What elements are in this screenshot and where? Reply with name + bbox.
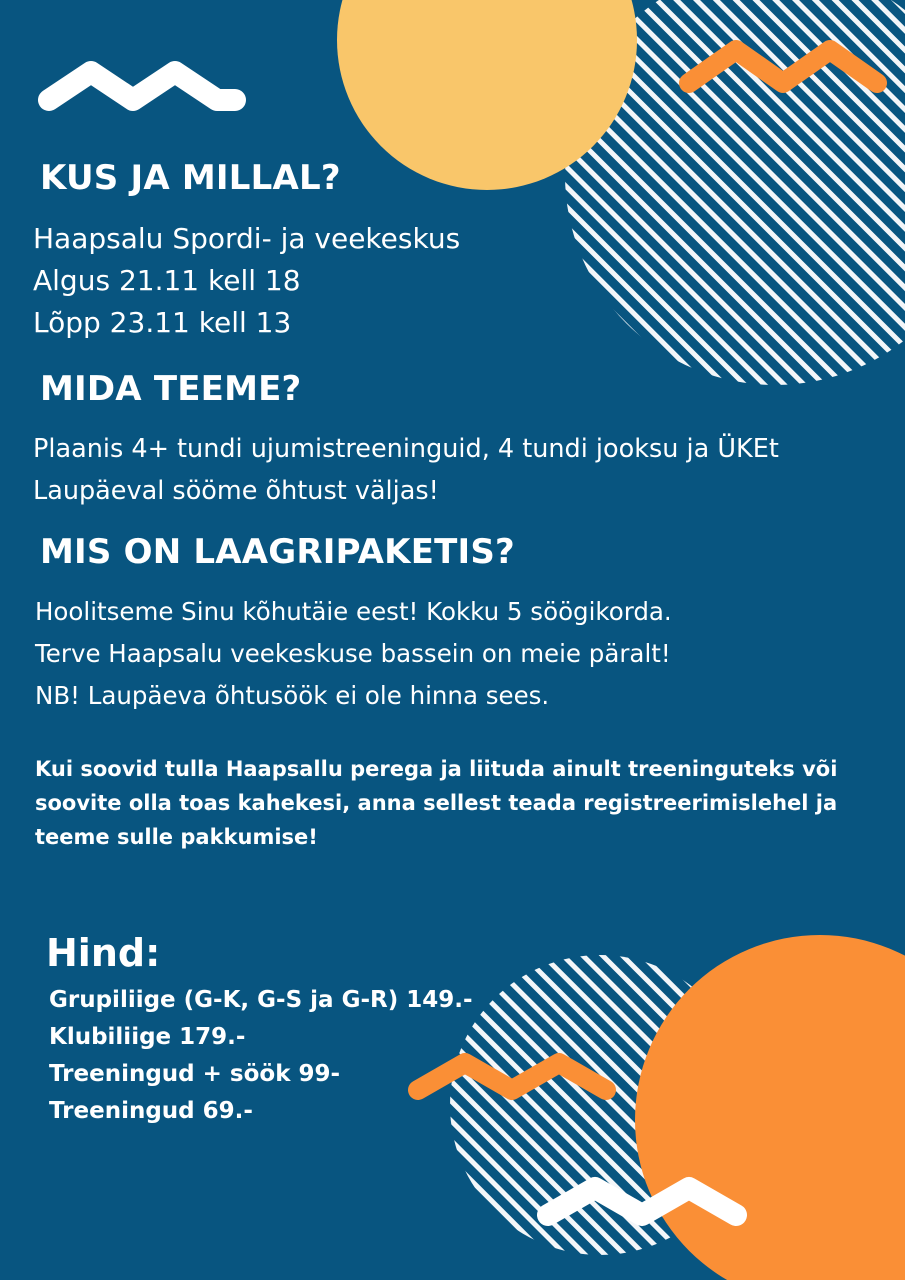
note-line: Kui soovid tulla Haapsallu perega ja liituda ainult treeninguteks või — [35, 757, 838, 781]
price-item-training: Treeningud 69.- — [49, 1098, 253, 1124]
pool-line: Terve Haapsalu veekeskuse bassein on meie päralt! — [35, 639, 671, 668]
note-line: teeme sulle pakkumise! — [35, 825, 318, 849]
family-note — [35, 752, 837, 854]
dinner-line: Laupäeval sööme õhtust väljas! — [33, 476, 439, 506]
start-line: Algus 21.11 kell 18 — [33, 264, 301, 297]
what-we-do-text — [33, 428, 779, 512]
price-item-club-member: Klubiliige 179.- — [49, 1024, 246, 1050]
note-line: soovite olla toas kahekesi, anna sellest teada registreerimislehel ja — [35, 791, 838, 815]
price-item-group-member: Grupiliige (G-K, G-S ja G-R) 149.- — [49, 987, 473, 1013]
meals-line: Hoolitseme Sinu kõhutäie eest! Kokku 5 söögikorda. — [35, 597, 672, 626]
package-text — [35, 591, 672, 717]
price-list — [49, 982, 473, 1130]
venue-line: Haapsalu Spordi- ja veekeskus — [33, 222, 461, 255]
heading-where-when: KUS JA MILLAL? — [40, 158, 341, 198]
end-line: Lõpp 23.11 kell 13 — [33, 306, 292, 339]
heading-package: MIS ON LAAGRIPAKETIS? — [40, 532, 515, 572]
nb-line: NB! Laupäeva õhtusöök ei ole hinna sees. — [35, 681, 550, 710]
price-item-training-food: Treeningud + söök 99- — [49, 1061, 341, 1087]
plan-line: Plaanis 4+ tundi ujumistreeninguid, 4 tundi jooksu ja ÜKEt — [33, 434, 779, 464]
heading-what-we-do: MIDA TEEME? — [40, 369, 302, 409]
price-heading: Hind: — [46, 931, 161, 975]
where-when-text — [33, 218, 460, 344]
